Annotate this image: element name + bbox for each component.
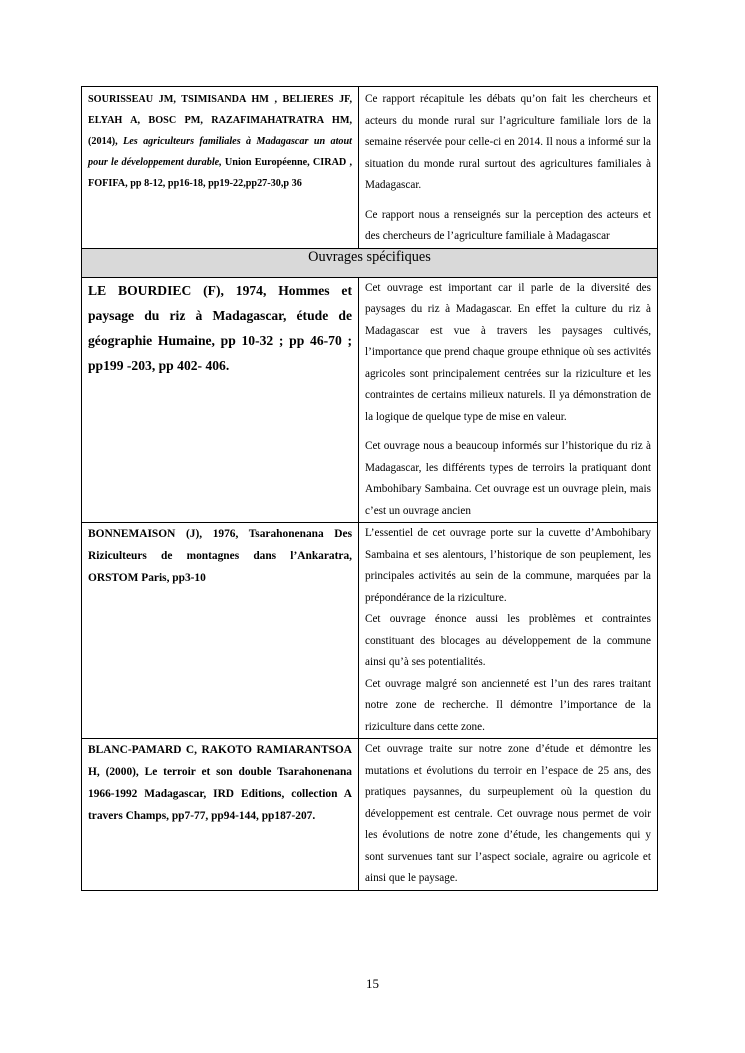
- description-cell: [359, 739, 658, 891]
- section-header: Ouvrages spécifiques: [82, 248, 658, 277]
- page-number: 15: [366, 976, 379, 991]
- description-paragraph: Cet ouvrage nous a beaucoup informés sur l’historique du riz à Madagascar, les différents types de terroirs la pratiquant dont Ambohibary Sambaina. Cet ouvrage est un ouvrage plein, mais c’est un ouvrage ancien: [365, 440, 651, 517]
- reference-cell: [82, 87, 359, 249]
- table-row: [82, 277, 658, 523]
- reference-title: Les agriculteurs familiales à Madagascar un atout pour le développement durable,: [88, 136, 352, 168]
- reference-cell: BONNEMAISON (J), 1976, Tsarahonenana Des Riziculteurs de montagnes dans l’Ankaratra, ORSTOM Paris, pp3-10: [82, 523, 359, 739]
- description-paragraph: Ce rapport récapitule les débats qu’on fait les chercheurs et acteurs du monde rural sur l’agriculture familiale lors de la semaine réservée pour celle-ci en 2014. Il nous a informé sur la situation du monde rural surtout des agricultures familiales à Madagascar.: [365, 93, 651, 191]
- description-paragraph: Cet ouvrage traite sur notre zone d’étude et démontre les mutations et évolutions du terroir en l’espace de 25 ans, des pratiques paysannes, du surpeuplement où la question du développement est centrale. Cet ouvrage nous permet de voir les évolutions de notre zone d’étude, les changements qui y sont survenues tant sur l’aspect sociale, agraire ou agricole et ainsi que le paysage.: [365, 743, 651, 884]
- description-paragraph: Cet ouvrage énonce aussi les problèmes et contraintes constituant des blocages au développement de la commune ainsi qu’à ses potentialités.: [365, 613, 651, 668]
- description-cell: [359, 87, 658, 249]
- description-paragraph: Ce rapport nous a renseignés sur la perception des acteurs et des chercheurs de l’agriculture familiale à Madagascar: [365, 208, 651, 242]
- reference-authors: SOURISSEAU JM, TSIMISANDA HM , BELIERES JF, ELYAH A, BOSC PM, RAZAFIMAHATRATRA HM, (2014),: [88, 94, 352, 147]
- reference-cell: LE BOURDIEC (F), 1974, Hommes et paysage du riz à Madagascar, étude de géographie Humaine, pp 10-32 ; pp 46-70 ; pp199 -203, pp 402- 406.: [82, 277, 359, 523]
- description-cell: [359, 277, 658, 523]
- description-cell: [359, 523, 658, 739]
- bibliography-table: [81, 86, 658, 891]
- reference-cell: BLANC-PAMARD C, RAKOTO RAMIARANTSOA H, (2000), Le terroir et son double Tsarahonenana 1966-1992 Madagascar, IRD Editions, collection A travers Champs, pp7-77, pp94-144, pp187-207.: [82, 739, 359, 891]
- table-row: [82, 87, 658, 249]
- table-row: [82, 739, 658, 891]
- table-row: [82, 523, 658, 739]
- section-header-row: [82, 248, 658, 277]
- description-paragraph: L’essentiel de cet ouvrage porte sur la cuvette d’Ambohibary Sambaina et ses alentours, l’historique de son peuplement, les principales activités au sein de la commune, marquées par la prépondérance de la riziculture.: [365, 527, 651, 604]
- description-paragraph: Cet ouvrage malgré son ancienneté est l’un des rares traitant notre zone de recherche. Il démontre l’importance de la riziculture dans cette zone.: [365, 677, 651, 733]
- reference-publisher: Union Européenne, CIRAD , FOFIFA, pp 8-12, pp16-18, pp19-22,pp27-30,p 36: [88, 157, 353, 189]
- description-paragraph: Cet ouvrage est important car il parle de la diversité des paysages du riz à Madagascar. En effet la culture du riz à Madagascar est vue à travers les paysages cultivés, l’importance que prend chaque groupe ethnique où ses activités agricoles sont principalement centrées sur la riziculture et les contraintes de certains milieux naturels. Il ya démonstration de la logique de quelque type de mise en valeur.: [365, 281, 651, 423]
